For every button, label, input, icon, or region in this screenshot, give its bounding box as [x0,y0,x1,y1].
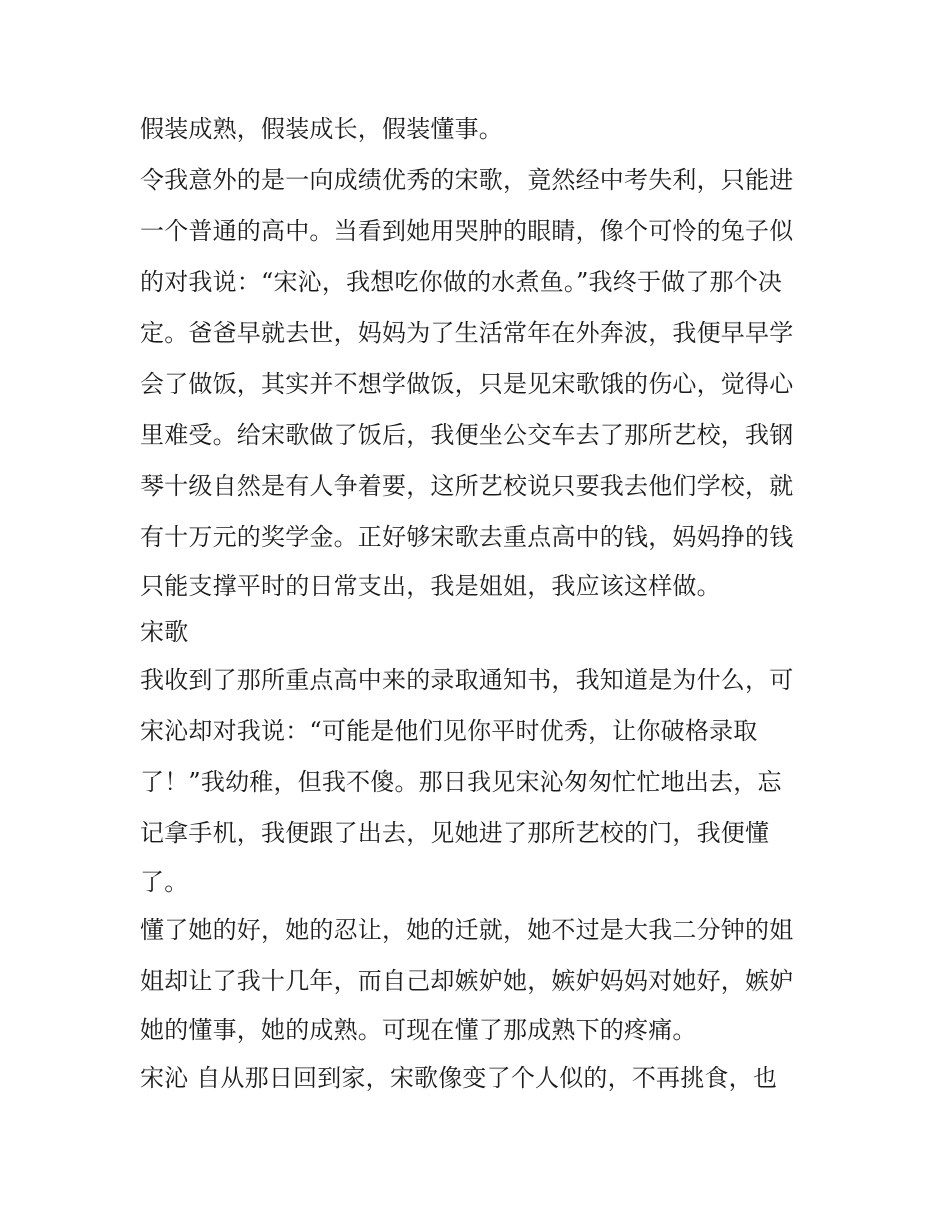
text-line: 里难受。给宋歌做了饭后，我便坐公交车去了那所艺校，我钢 [140,421,794,449]
text-line: 懂了她的好，她的忍让，她的迁就，她不过是大我二分钟的姐 [140,916,794,944]
body-text [140,104,820,1104]
text-line: 记拿手机，我便跟了出去，见她进了那所艺校的门，我便懂 [140,819,770,847]
text-line: 了。 [140,868,189,896]
text-line: 宋沁却对我说：“可能是他们见你平时优秀，让你破格录取 [140,717,758,745]
text-line: 姐却让了我十几年，而自己却嫉妒她，嫉妒妈妈对她好，嫉妒 [140,967,794,995]
text-line: 只能支撑平时的日常支出，我是姐姐，我应该这样做。 [140,572,721,600]
text-line: 宋沁 自从那日回到家，宋歌像变了个人似的，不再挑食，也 [140,1064,778,1092]
text-line: 有十万元的奖学金。正好够宋歌去重点高中的钱，妈妈挣的钱 [140,523,794,551]
text-line: 的对我说：“宋沁，我想吃你做的水煮鱼。”我终于做了那个决 [140,268,783,296]
text-line: 定。爸爸早就去世，妈妈为了生活常年在外奔波，我便早早学 [140,319,794,347]
text-line: 令我意外的是一向成绩优秀的宋歌，竟然经中考失利，只能进 [140,166,794,194]
text-line: 我收到了那所重点高中来的录取通知书，我知道是为什么，可 [140,666,794,694]
text-line: 会了做饭，其实并不想学做饭，只是见宋歌饿的伤心，觉得心 [140,370,794,398]
text-line: 一个普通的高中。当看到她用哭肿的眼睛，像个可怜的兔子似 [140,217,794,245]
text-line: 她的懂事，她的成熟。可现在懂了那成熟下的疼痛。 [140,1016,697,1044]
text-line: 琴十级自然是有人争着要，这所艺校说只要我去他们学校，就 [140,472,794,500]
text-line: 假装成熟，假装成长，假装懂事。 [140,115,503,143]
text-line: 了！”我幼稚，但我不傻。那日我见宋沁匆匆忙忙地出去，忘 [140,768,782,796]
section-heading: 宋歌 [140,618,189,646]
